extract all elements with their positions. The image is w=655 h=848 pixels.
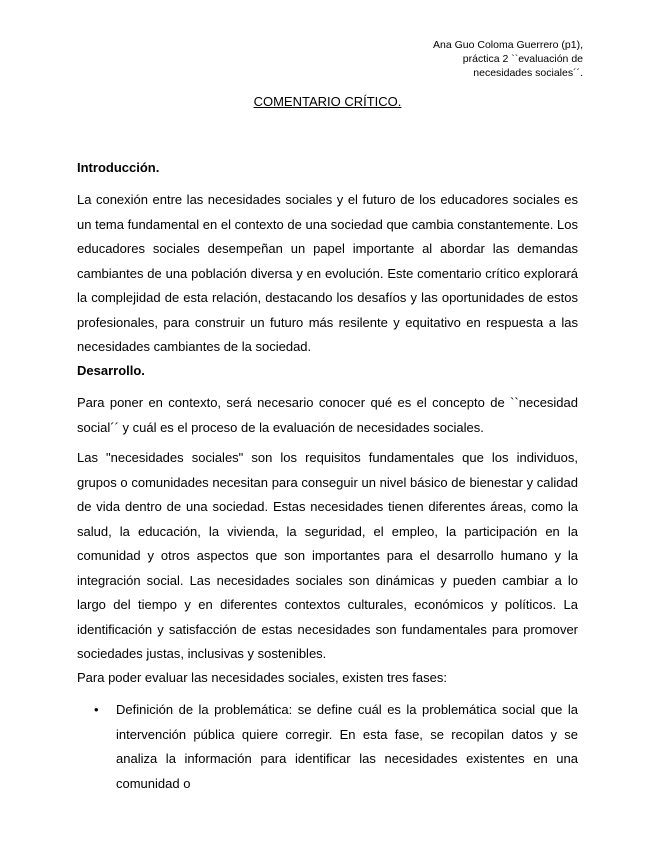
development-paragraph-1: Para poner en contexto, será necesario conocer qué es el concepto de ``necesidad social´´ y cuál es el proceso de la evaluación de necesidades sociales. [77,395,578,435]
development-paragraph-2: Las "necesidades sociales" son los requisitos fundamentales que los individuos, grupos o comunidades necesitan para conseguir un nivel básico de bienestar y calidad de vida dentro de una sociedad. Estas necesidades tienen diferentes áreas, como la salud, la educación, la vivienda, la seguridad, el empleo, la participación en la comunidad y otros aspectos que son importantes para el desarrollo humano y la integración social. Las necesidades sociales son dinámicas y pueden cambiar a lo largo del tiempo y en diferentes contextos culturales, económicos y políticos. La identificación y satisfacción de estas necesidades son fundamentales para promover sociedades justas, inclusivas y sostenibles. [77,450,578,661]
bullet-text: Definición de la problemática: se define cuál es la problemática social que la intervención pública quiere corregir. En esta fase, se recopilan datos y se analiza la información para identificar las necesidades existentes en una comunidad o [116,702,578,791]
header-line-1: Ana Guo Coloma Guerrero (p1), [433,39,583,51]
intro-paragraph: La conexión entre las necesidades sociales y el futuro de los educadores sociales es un tema fundamental en el contexto de una sociedad que cambia constantemente. Los educadores sociales desempeñan un papel importante al abordar las demandas cambiantes de una población diversa y en evolución. Este comentario crítico explorará la complejidad de esta relación, destacando los desafíos y las oportunidades de estos profesionales, para construir un futuro más resilente y equitativo en respuesta a las necesidades cambiantes de la sociedad. [77,192,578,354]
list-item [94,698,578,796]
header-line-3: necesidades sociales´´. [473,67,583,79]
document-title: COMENTARIO CRÍTICO. [253,94,402,109]
development-heading: Desarrollo. [77,363,145,378]
intro-heading: Introducción. [77,160,160,175]
bullet-icon: • [94,702,99,717]
author-header [353,38,583,80]
header-line-2: práctica 2 ``evaluación de [462,53,583,65]
development-paragraph-3: Para poder evaluar las necesidades sociales, existen tres fases: [77,670,447,685]
